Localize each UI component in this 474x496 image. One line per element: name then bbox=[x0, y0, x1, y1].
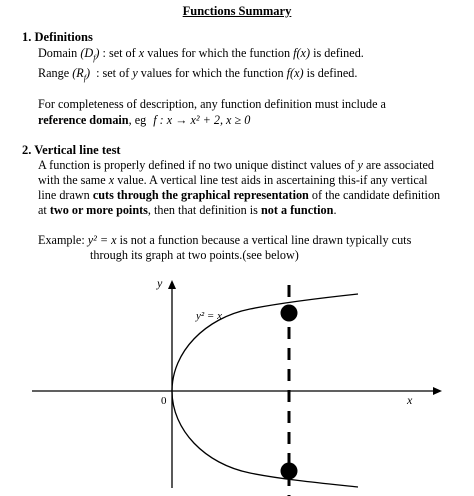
domain-fx: f(x) bbox=[293, 46, 311, 60]
paragraph-line-2: with the same x value. A vertical line test aids in ascertaining this-if any vertical bbox=[38, 173, 428, 187]
range-var: y bbox=[132, 66, 138, 80]
curve-upper-branch bbox=[172, 294, 358, 391]
domain-text-a: : set of bbox=[102, 46, 136, 60]
curve-lower-branch bbox=[172, 391, 358, 487]
paragraph-line-4: at two or more points, then that definition is not a function. bbox=[38, 203, 337, 217]
section-heading-vertical-line-test: 2. Vertical line test bbox=[22, 143, 121, 157]
intersection-point-lower bbox=[281, 463, 298, 480]
domain-label: Domain bbox=[38, 46, 78, 60]
example-text: is not a function because a vertical line drawn typically cuts bbox=[119, 233, 412, 247]
curve-label: y² = x bbox=[196, 310, 222, 322]
y-axis-label: y bbox=[157, 276, 163, 290]
domain-var: x bbox=[138, 46, 145, 60]
reference-eg: , eg bbox=[128, 113, 147, 127]
range-text-c: is defined. bbox=[306, 66, 358, 80]
domain-text-b: values for which the function bbox=[147, 46, 291, 60]
reference-formula: f : x → x² + 2, x ≥ 0 bbox=[153, 113, 251, 127]
x-axis-label: x bbox=[407, 393, 413, 407]
paragraph-line-3: line drawn cuts through the graphical representation of the candidate definition bbox=[38, 188, 441, 202]
paragraph-line-1: A function is properly defined if no two unique distinct values of y are associated bbox=[38, 158, 435, 172]
range-label: Range bbox=[38, 66, 70, 80]
range-text-b: values for which the function bbox=[140, 66, 284, 80]
domain-symbol: $(D_f)$ bbox=[80, 46, 100, 63]
page-title: Functions Summary bbox=[182, 4, 292, 18]
section-heading-definitions: 1. Definitions bbox=[22, 30, 93, 44]
range-fx: f(x) bbox=[286, 66, 304, 80]
completeness-line: For completeness of description, any function definition must include a bbox=[38, 97, 386, 111]
example-line-2: through its graph at two points.(see below) bbox=[90, 248, 299, 262]
example-label: Example: bbox=[38, 233, 85, 247]
x-axis-arrow bbox=[433, 387, 442, 395]
domain-text-c: is defined. bbox=[313, 46, 364, 60]
reference-domain-bold: reference domain bbox=[38, 113, 129, 127]
origin-label: 0 bbox=[161, 395, 167, 407]
intersection-point-upper bbox=[281, 305, 298, 322]
range-symbol: $(R_f)$ bbox=[72, 66, 90, 83]
example-formula: y² = x bbox=[87, 233, 117, 247]
y-axis-arrow bbox=[168, 280, 176, 289]
range-text-a: : set of bbox=[96, 66, 130, 80]
